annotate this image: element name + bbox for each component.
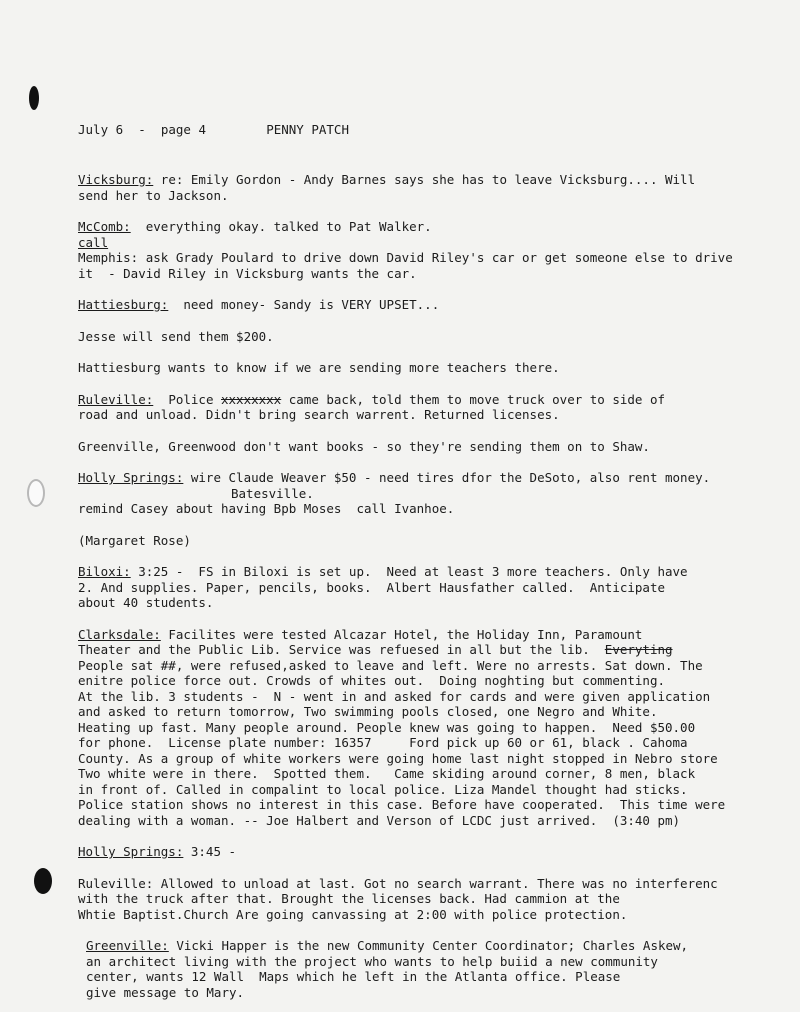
location-label: Vicksburg: [78,172,154,187]
entry-greenville-greenwood [78,439,758,455]
entry-text: Theater and the Public Lib. Service was refuesed in all but the lib. [78,642,605,657]
entry-text: Police station shows no interest in this case. Before have cooperated. This time were [78,797,726,812]
location-label: Hattiesburg: [78,297,169,312]
entry-text: dealing with a woman. -- Joe Halbert and Verson of LCDC just arrived. (3:40 pm) [78,812,681,828]
header-dash: - [138,122,146,137]
entry-hattiesburg [78,297,758,313]
punch-hole-middle [27,479,45,507]
entry-text: 3:25 - FS in Biloxi is set up. Need at least 3 more teachers. Only have [130,564,688,579]
entry-text: 2. And supplies. Paper, pencils, books. Albert Hausfather called. Anticipate [78,579,665,595]
entry-text: need money- Sandy is VERY UPSET... [168,297,440,312]
location-label: Greenville: [86,938,169,953]
header-date: July 6 [78,122,124,137]
entry-text: about 40 students. [78,595,214,610]
entry-text: re: Emily Gordon - Andy Barnes says she has to leave Vicksburg.... Will [153,172,696,187]
entry-text: Jesse will send them $200. [78,328,274,344]
entry-text: Memphis: ask Grady Poulard to drive down David Riley's car or get someone else to drive [78,250,733,265]
entry-text: wire Claude Weaver $50 - need tires dfor the DeSoto, also rent money. [183,470,711,485]
entry-biloxi [78,564,758,611]
entry-text: for phone. License plate number: 16357 Ford pick up 60 or 61, black . Cahoma [78,735,688,750]
header-title: PENNY PATCH [266,122,349,137]
memo-body [78,172,758,1000]
entry-holly-springs [78,470,758,517]
header-page: page 4 [160,122,206,137]
entry-text: in front of. Called in compalint to local police. Liza Mandel thought had sticks. [78,781,688,797]
entry-text: everything okay. talked to Pat Walker. [130,219,432,234]
entry-greenville [86,938,758,1000]
entry-text: Whtie Baptist.Church Are going canvassing at 2:00 with police protection. [78,906,628,922]
location-label: Biloxi: [78,564,131,579]
entry-text: Greenville, Greenwood don't want books - so they're sending them on to Shaw. [78,438,650,454]
page-header [78,122,349,137]
entry-text: came back, told them to move truck over to side of [281,391,666,407]
entry-text: it - David Riley in Vicksburg wants the car. [78,265,417,281]
entry-mccomb [78,219,758,281]
entry-text: an architect living with the project who wants to help buiid a new community [86,953,658,969]
entry-text: Police [153,391,221,407]
entry-text: Heating up fast. Many people around. People knew was going to happen. Need $50.00 [78,719,696,735]
entry-text: (Margaret Rose) [78,532,191,548]
location-label: Clarksdale: [78,626,161,642]
entry-text: Ruleville: Allowed to unload at last. Got no search warrant. There was no interferenc [78,875,718,891]
entry-text: 3:45 - [183,844,237,859]
entry-text: County. As a group of white workers were going home last night stopped in Nebro store [78,750,718,766]
entry-text: and asked to return tomorrow, Two swimming pools closed, one Negro and White. [78,704,658,719]
entry-clarksdale [78,627,758,829]
entry-text: send her to Jackson. [78,187,229,203]
entry-margaret-rose [78,533,758,549]
entry-text: Vicki Happer is the new Community Center Coordinator; Charles Askew, [168,938,689,953]
entry-text: enitre police force out. Crowds of whites out. Doing noghting but commenting. [78,673,665,688]
entry-text: road and unload. Didn't bring search warrent. Returned licenses. [78,407,560,422]
entry-jesse [78,329,758,345]
struck-text: Everyting [604,642,673,657]
entry-text: At the lib. 3 students - N - went in and asked for cards and were given application [78,688,711,704]
entry-vicksburg [78,172,758,203]
struck-text: xxxxxxxx [221,391,282,407]
call-note: call [78,234,109,250]
location-label: McComb: [78,219,131,234]
entry-text: Batesville. [231,485,314,501]
location-label: Holly Springs: [78,844,184,859]
location-label: Ruleville: [78,391,154,407]
entry-text: remind Casey about having Bpb Moses call Ivanhoe. [78,501,455,516]
entry-text: Two white were in there. Spotted them. Came skiding around corner, 8 men, black [78,766,696,781]
entry-text: Facilites were tested Alcazar Hotel, the Holiday Inn, Paramount [160,626,643,642]
entry-holly-springs-345 [78,844,758,860]
entry-text: People sat ##, were refused,asked to leave and left. Were no arrests. Sat down. The [78,657,703,673]
entry-hattiesburg-teachers [78,360,758,376]
entry-ruleville [78,392,758,423]
entry-text: center, wants 12 Wall Maps which he left in the Atlanta office. Please [86,969,621,984]
entry-ruleville-unload [78,876,758,923]
entry-text: Hattiesburg wants to know if we are sending more teachers there. [78,360,560,375]
location-label: Holly Springs: [78,470,184,485]
entry-text: give message to Mary. [86,984,245,1000]
entry-text: with the truck after that. Brought the licenses back. Had cammion at the [78,891,620,906]
punch-hole-bottom [34,868,52,894]
punch-hole-top [29,86,39,110]
